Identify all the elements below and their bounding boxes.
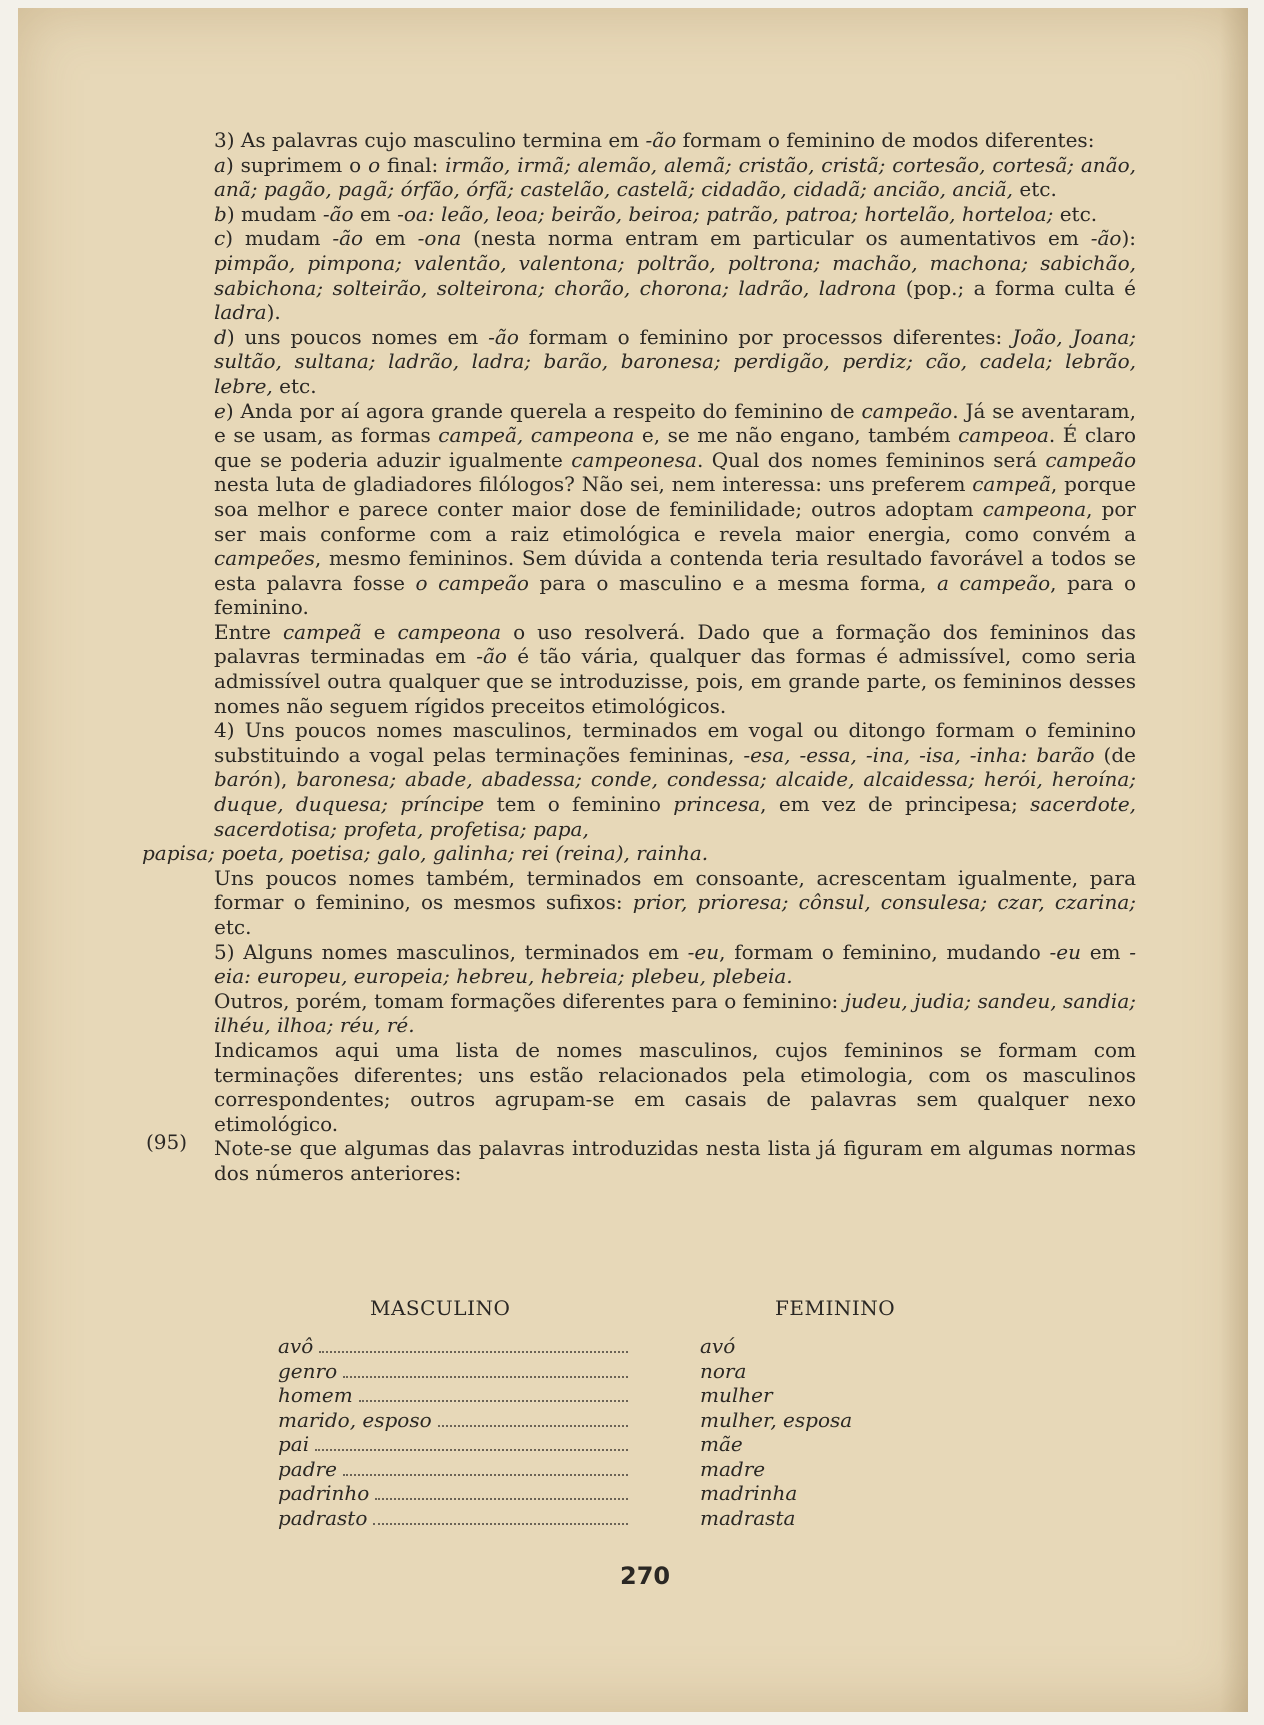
- feminine-header: FEMININO: [775, 1296, 896, 1320]
- paragraph-5: 5) Alguns nomes masculinos, terminados em -eu, formam o feminino, mudando -eu em -eia: europeu, europeia; hebreu, hebreia; plebeu, plebeia.: [214, 939, 1136, 989]
- paragraph-4-hanging-line: papisa; poeta, poetisa; galo, galinha; rei (reina), rainha.: [142, 841, 709, 866]
- dot-leader: [438, 1425, 628, 1427]
- table-row: [260, 1457, 960, 1481]
- paragraph-3e: e) Anda por aí agora grande querela a respeito do feminino de campeão. Já se aventaram, e se usam, as formas campeã, campeona e, se me não engano, também campeoa. É claro que se poderia aduzir igualmente campeonesa. Qual dos nomes femininos será campeão nesta luta de gladiadores filólogos? Não sei, nem interessa: uns preferem campeã, porque soa melhor e parece conter maior dose de feminilidade; outros adoptam campeona, por ser mais conforme com a raiz etimológica e revela maior energia, como convém a campeões, mesmo femininos. Sem dúvida a contenda teria resultado favorável a todos se esta palavra fosse o campeão para o masculino e a mesma forma, a campeão, para o feminino.: [214, 398, 1137, 620]
- paragraph-campea: Entre campeã e campeona o uso resolverá. Dado que a formação dos femininos das palavras terminadas em -ão é tão vária, qualquer das formas é admissível, como seria admissível outra qualquer que se introduzisse, pois, em grande parte, os femininos desses nomes não seguem rígidos preceitos etimológicos.: [214, 619, 1136, 718]
- paragraph-3a: a) suprimem o o final: irmão, irmã; alemão, alemã; cristão, cristã; cortesão, cortesã; anão, anã; pagão, pagã; órfão, órfã; castelão, castelã; cidadão, cidadã; ancião, anciã, etc.: [214, 152, 1136, 202]
- dot-leader: [319, 1351, 628, 1353]
- feminine-word: mãe: [700, 1432, 743, 1456]
- page-number: 270: [620, 1562, 671, 1590]
- paragraph-3c: c) mudam -ão em -ona (nesta norma entram em particular os aumentativos em -ão): pimpão, pimpona; valentão, valentona; poltrão, poltrona; machão, machona; sabichão, sabichona; solteirão, solteirona; chorão, chorona; ladrão, ladrona (pop.; a forma culta é ladra).: [214, 226, 1137, 325]
- dot-leader: [373, 1523, 628, 1525]
- feminine-word: madrinha: [700, 1481, 798, 1505]
- table-row: [260, 1408, 960, 1432]
- masculine-header: MASCULINO: [370, 1296, 511, 1320]
- masculine-word: homem: [278, 1383, 353, 1407]
- masculine-cell: [278, 1408, 634, 1432]
- masculine-word: padrasto: [278, 1505, 368, 1530]
- table-row: [260, 1359, 960, 1383]
- masculine-word: marido, esposo: [278, 1407, 432, 1432]
- paragraph-consonant: Uns poucos nomes também, terminados em consoante, acrescentam igualmente, para formar o feminino, os mesmos sufixos: prior, prioresa; cônsul, consulesa; czar, czarina; etc.: [214, 865, 1136, 939]
- paragraph-note: Note-se que algumas das palavras introduzidas nesta lista já figuram em algumas normas dos números anteriores:: [214, 1136, 1136, 1185]
- paragraph-3b: b) mudam -ão em -oa: leão, leoa; beirão, beiroa; patrão, patroa; hortelão, horteloa; etc.: [214, 201, 1098, 226]
- feminine-word: madre: [700, 1456, 766, 1481]
- paragraph-list-intro: Indicamos aqui uma lista de nomes masculinos, cujos femininos se formam com terminações diferentes; uns estão relacionados pela etimologia, com os masculinos correspondentes; outros agrupam-se em casais de palavras sem qualquer nexo etimológico.: [214, 1037, 1136, 1136]
- masculine-word: avô: [278, 1334, 314, 1358]
- feminine-word: nora: [700, 1358, 747, 1383]
- paragraph-3d: d) uns poucos nomes em -ão formam o feminino por processos diferentes: João, Joana; sultão, sultana; ladrão, ladra; barão, baronesa; perdigão, perdiz; cão, cadela; lebrão, lebre, etc.: [214, 324, 1136, 398]
- masculine-cell: [278, 1334, 634, 1358]
- masculine-word: padre: [278, 1456, 337, 1481]
- table-row: [260, 1383, 960, 1407]
- table-row: [260, 1506, 960, 1530]
- masculine-cell: [278, 1432, 634, 1456]
- feminine-word: madrasta: [700, 1505, 796, 1530]
- masculine-cell: [278, 1506, 634, 1530]
- table-row: [260, 1481, 960, 1505]
- section-marker: (95): [146, 1130, 188, 1154]
- masculine-word: pai: [278, 1432, 310, 1456]
- dot-leader: [343, 1474, 628, 1476]
- page-edge-shadow: [1220, 8, 1248, 1712]
- masculine-cell: [278, 1383, 634, 1407]
- masculine-word: genro: [278, 1358, 338, 1383]
- dot-leader: [343, 1376, 628, 1378]
- masculine-cell: [278, 1457, 634, 1481]
- table-row: [260, 1432, 960, 1456]
- feminine-word: mulher, esposa: [700, 1407, 853, 1432]
- feminine-word: avó: [700, 1334, 736, 1358]
- masculine-cell: [278, 1359, 634, 1383]
- paragraph-others: Outros, porém, tomam formações diferentes para o feminino: judeu, judia; sandeu, sandia; ilhéu, ilhoa; réu, ré.: [214, 988, 1136, 1038]
- masculine-word: padrinho: [278, 1481, 370, 1505]
- dot-leader: [375, 1498, 628, 1500]
- masculine-cell: [278, 1481, 634, 1505]
- feminine-word: mulher: [700, 1383, 773, 1407]
- table-row: [260, 1334, 960, 1358]
- dot-leader: [315, 1449, 628, 1451]
- paragraph-4: 4) Uns poucos nomes masculinos, terminados em vogal ou ditongo formam o feminino substituindo a vogal pelas terminações femininas, -esa, -essa, -ina, -isa, -inha: barão (de barón), baronesa; abade, abadessa; conde, condessa; alcaide, alcaidessa; herói, heroína; duque, duquesa; príncipe tem o feminino princesa, em vez de principesa; sacerdote, sacerdotisa; profeta, profetisa; papa,: [214, 718, 1137, 841]
- paragraph-3-intro: 3) As palavras cujo masculino termina em -ão formam o feminino de modos diferentes:: [214, 128, 1095, 152]
- dot-leader: [359, 1400, 628, 1402]
